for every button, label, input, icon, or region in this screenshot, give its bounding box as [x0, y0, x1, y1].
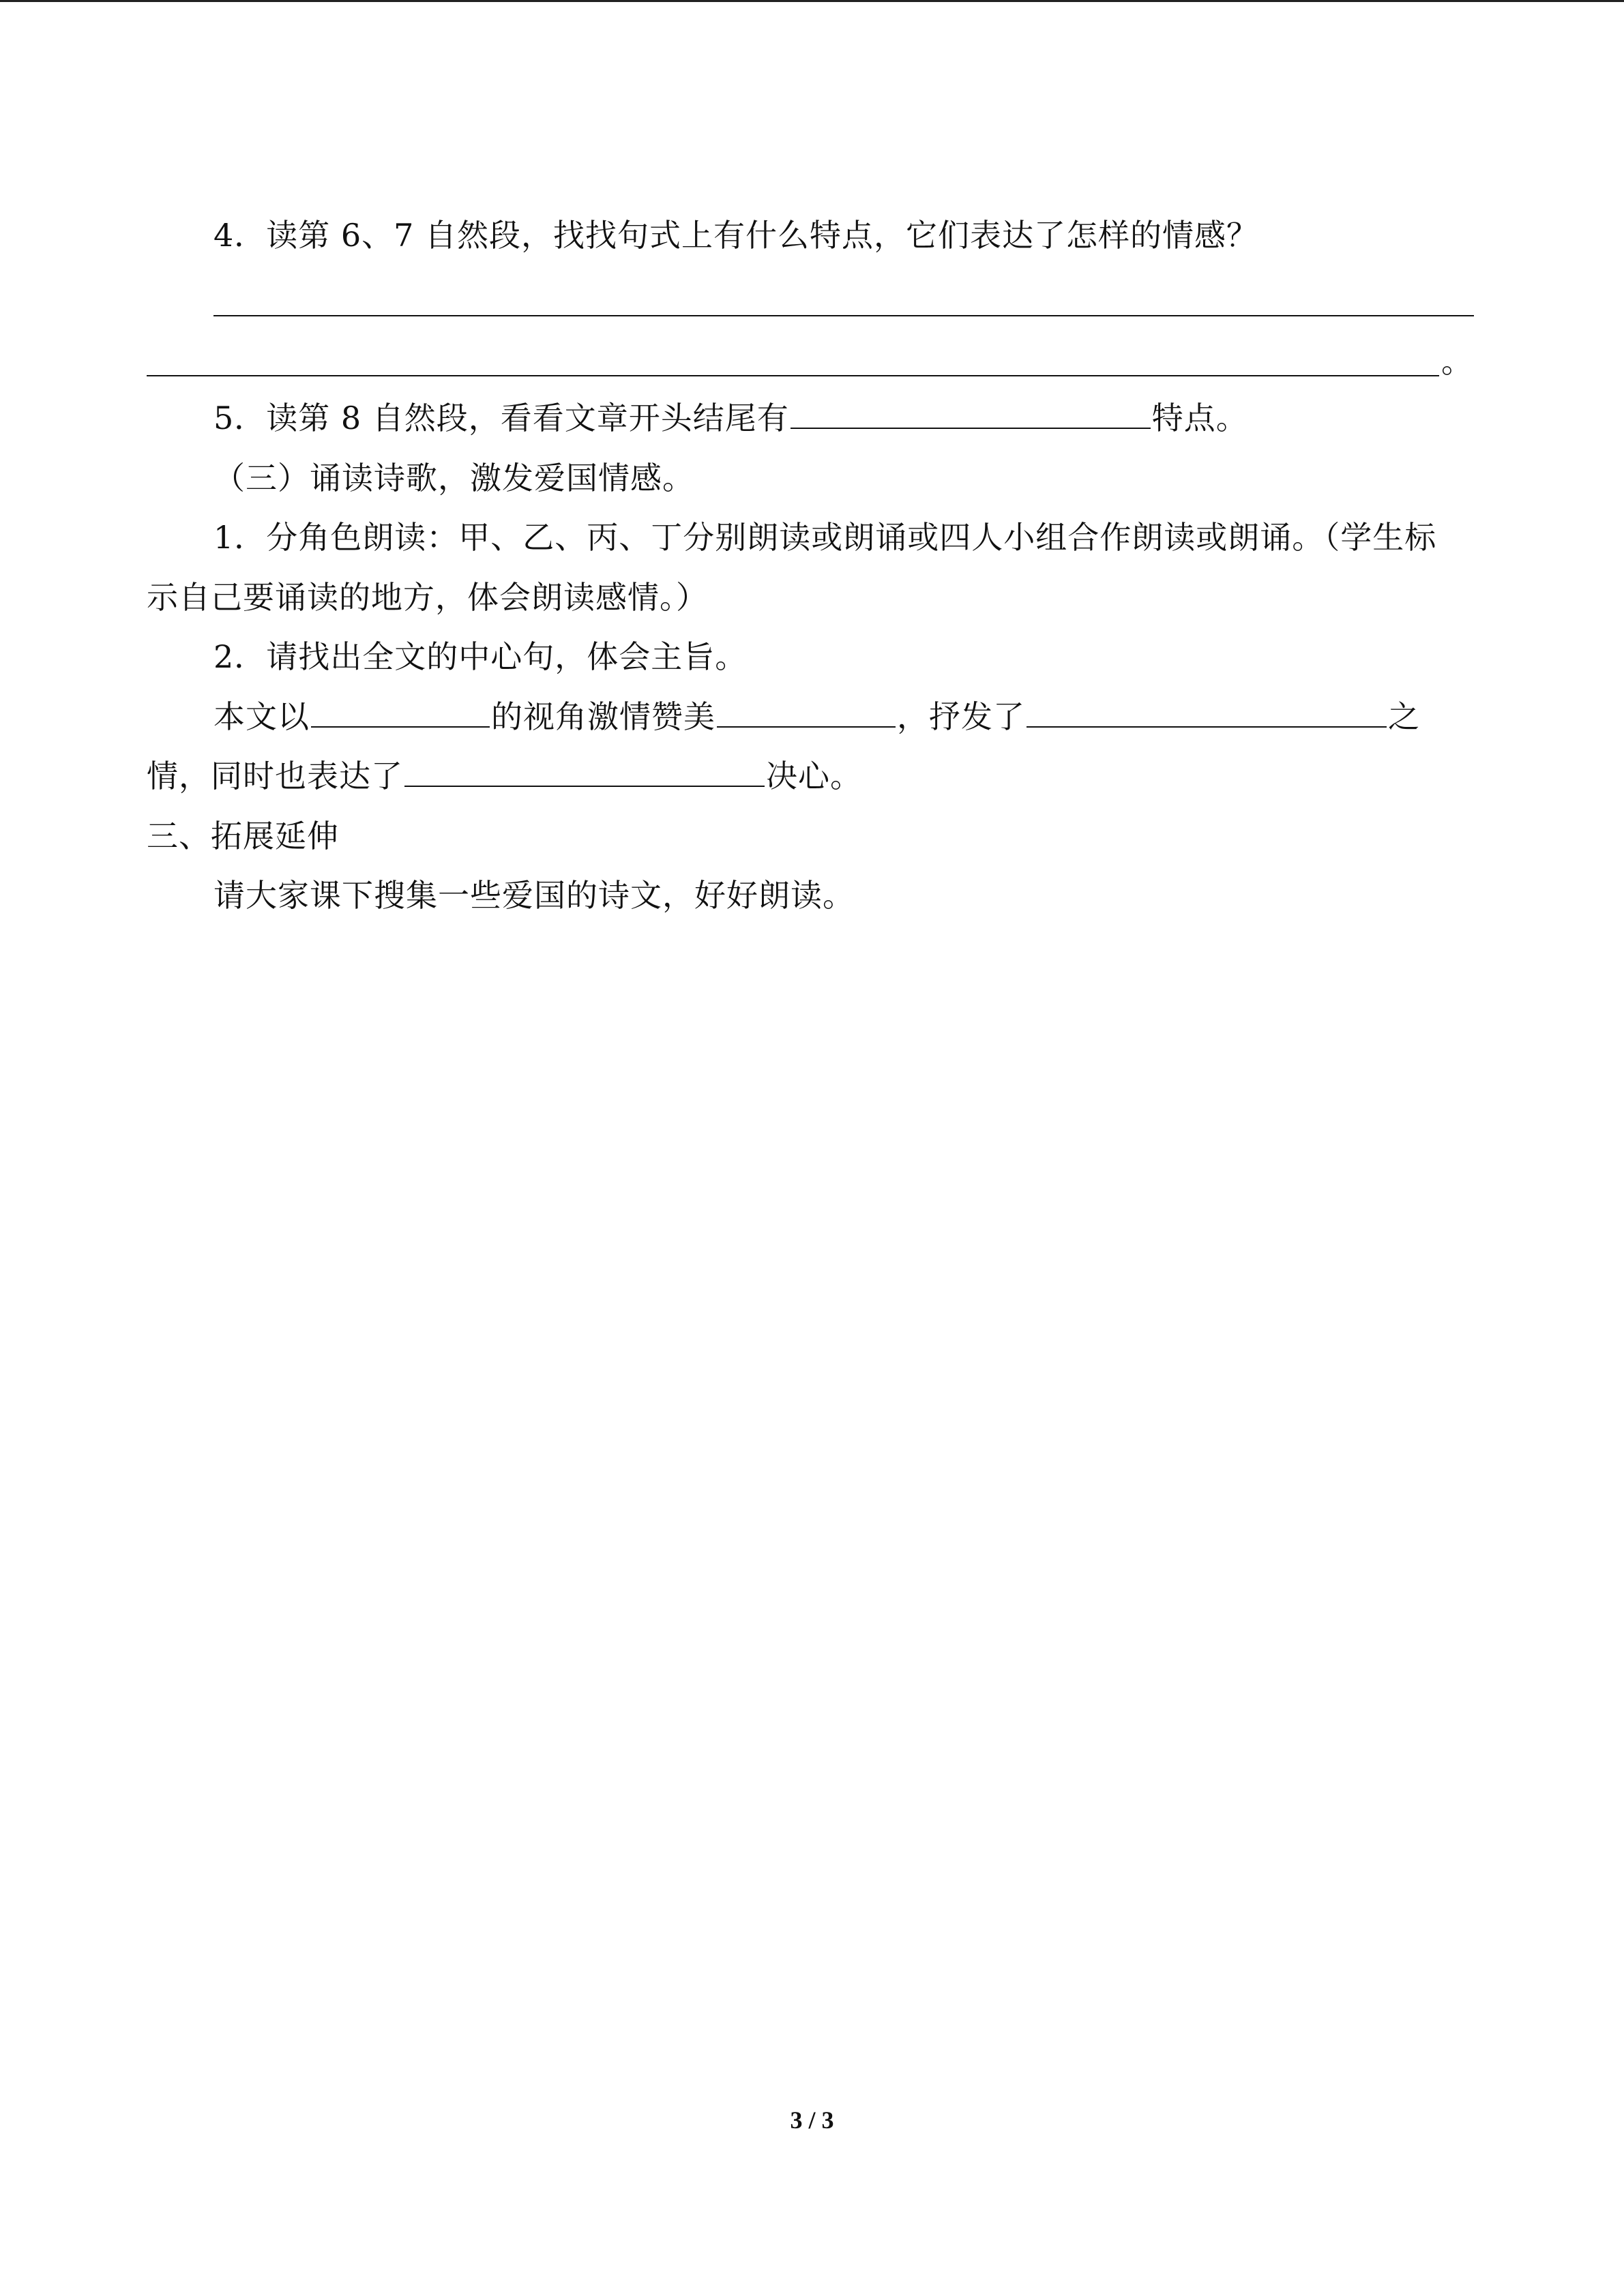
answer-line-1 [213, 315, 1474, 316]
blank-q5[interactable] [791, 398, 1151, 429]
fill-text-1: 本文以 [213, 698, 310, 735]
fill-text-4: 之 [1388, 698, 1420, 735]
question-5 [213, 398, 1248, 438]
page-number: 3 / 3 [790, 2106, 834, 2134]
question-5-suffix: 特点。 [1151, 400, 1248, 436]
blank-perspective[interactable] [311, 696, 490, 728]
blank-determination[interactable] [404, 756, 765, 787]
blank-emotion[interactable] [1027, 696, 1387, 728]
answer-line-2 [147, 375, 1439, 376]
question-4: 4．读第 6、7 自然段，找找句式上有什么特点，它们表达了怎样的情感？ [213, 217, 1259, 254]
item-1-line-1: 1．分角色朗读：甲、乙、丙、丁分别朗读或朗诵或四人小组合作朗读或朗诵。（学生标 [213, 519, 1437, 556]
item-2: 2．请找出全文的中心句，体会主旨。 [213, 638, 748, 675]
fill-text-3: ，抒发了 [897, 698, 1025, 735]
answer-line-end-mark: 。 [1441, 343, 1473, 380]
extension-heading: 三、拓展延伸 [147, 818, 339, 854]
item-1-line-2: 示自己要诵读的地方，体会朗读感情。） [147, 579, 708, 616]
fill-text-6: 决心。 [766, 758, 862, 794]
question-5-text: 5．读第 8 自然段，看看文章开头结尾有 [213, 400, 789, 436]
fill-sentence-line-1 [213, 696, 1420, 737]
fill-sentence-line-2 [147, 756, 862, 796]
section-3-heading: （三）诵读诗歌，激发爱国情感。 [213, 460, 694, 496]
fill-text-5: 情，同时也表达了 [147, 758, 403, 794]
blank-praise[interactable] [717, 696, 896, 728]
extension-text: 请大家课下搜集一些爱国的诗文，好好朗读。 [213, 877, 855, 914]
fill-text-2: 的视角激情赞美 [491, 698, 715, 735]
